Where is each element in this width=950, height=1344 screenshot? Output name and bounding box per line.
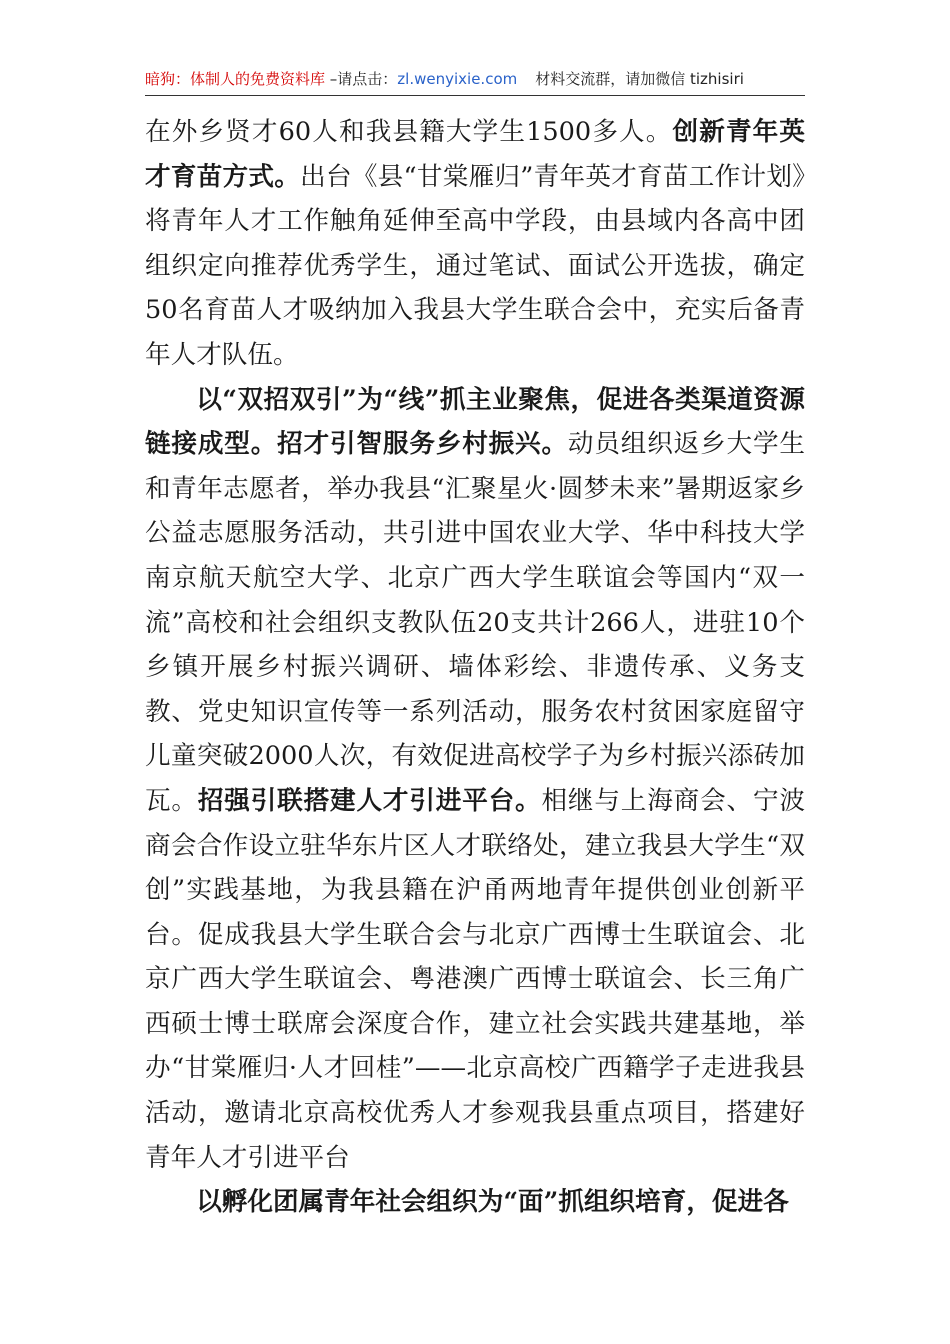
paragraph-3-heading: 以孵化团属青年社会组织为“面”抓组织培育，促进各 xyxy=(196,1187,789,1218)
paragraph-2-body-continued: 相继与上海商会、宁波商会合作设立驻华东片区人才联络处，建立我县大学生“双创”实践基地，为我县籍在沪甬两地青年提供创业创新平台。促成我县大学生联合会与北京广西博士生联谊会、北京广西大学生联谊会、粤港澳广西博士联谊会、长三角广西硕士博士联席会深度合作，建立社会实践共建基地，举办“甘棠雁归·人才回桂”——北京高校广西籍学子走进我县活动，邀请北京高校优秀人才参观我县重点项目，搭建好青年人才引进平台 xyxy=(145,785,805,1173)
paragraph-2-subheading: 招强引联搭建人才引进平台。 xyxy=(197,785,542,816)
paragraph-1 xyxy=(145,110,805,378)
header-divider xyxy=(145,95,805,96)
document-body xyxy=(145,110,805,1225)
header-click-label: –请点击： xyxy=(325,70,398,88)
paragraph-3 xyxy=(145,1180,805,1225)
paragraph-1-lead: 在外乡贤才60人和我县籍大学生1500多人。 xyxy=(145,117,673,147)
page-header xyxy=(145,64,805,94)
paragraph-2-body: 动员组织返乡大学生和青年志愿者，举办我县“汇聚星火·圆梦未来”暑期返家乡公益志愿服务活动，共引进中国农业大学、华中科技大学南京航天航空大学、北京广西大学生联谊会等国内“双一流”高校和社会组织支教队伍20支共计266人，进驻10个乡镇开展乡村振兴调研、墙体彩绘、非遗传承、义务支教、党史知识宣传等一系列活动，服务农村贫困家庭留守儿童突破2000人次，有效促进高校学子为乡村振兴添砖加瓦。 xyxy=(145,429,805,816)
header-url-link[interactable]: zl.wenyixie.com xyxy=(397,70,518,88)
header-group-note: 材料交流群，请加微信 tizhisiri xyxy=(535,70,744,88)
paragraph-1-body: 出台《县“甘棠雁归”青年英才育苗工作计划》将青年人才工作触角延伸至高中学段，由县域内各高中团组织定向推荐优秀学生，通过笔试、面试公开选拔，确定50名育苗人才吸纳加入我县大学生联合会中，充实后备青年人才队伍。 xyxy=(145,161,805,370)
header-source-label: 暗狗：体制人的免费资料库 xyxy=(145,70,326,88)
paragraph-1-heading: 创新青年英才育苗方式。 xyxy=(145,117,805,192)
paragraph-2-heading: 以“双招双引”为“线”抓主业聚焦，促进各类渠道资源链接成型。招才引智服务乡村振兴。 xyxy=(145,384,805,460)
paragraph-2 xyxy=(145,378,805,1181)
